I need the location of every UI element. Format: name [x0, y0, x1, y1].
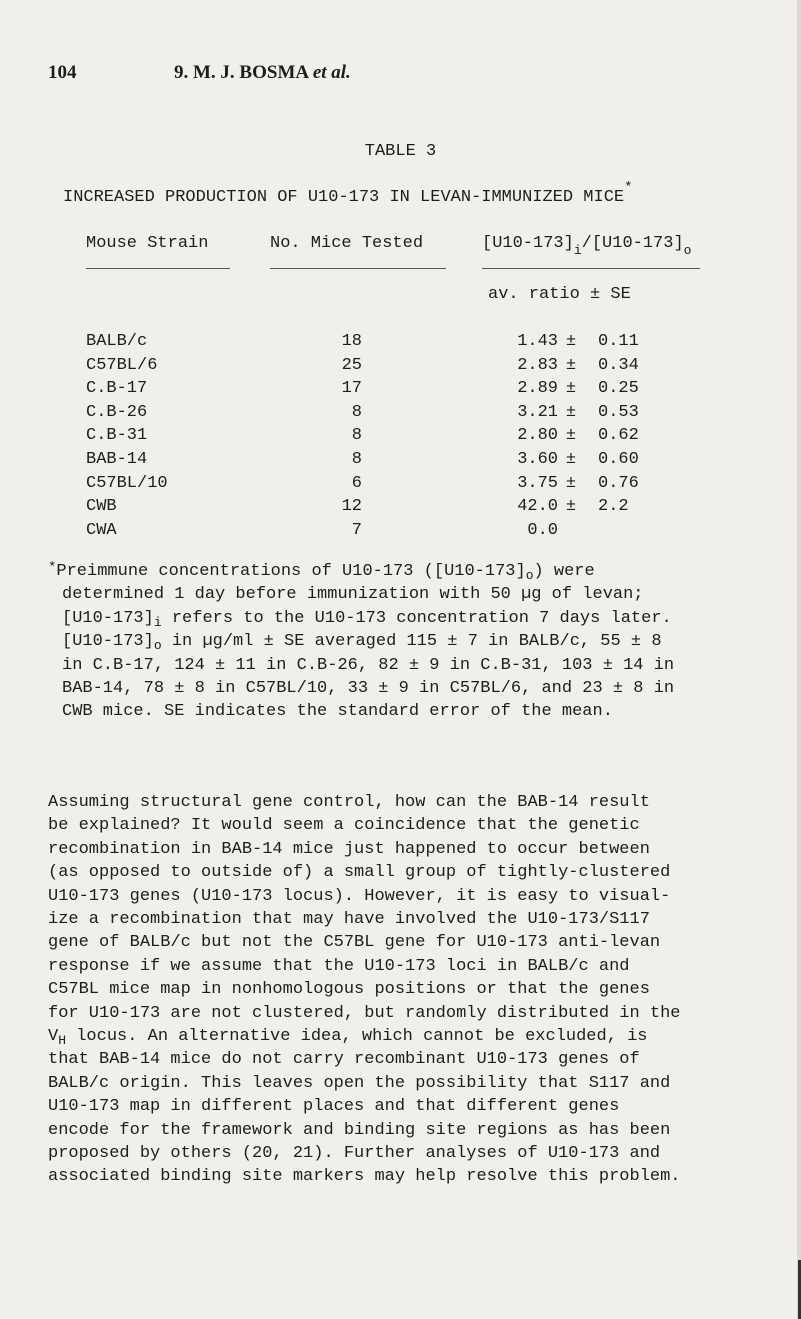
plus-minus-sign: ±: [565, 426, 577, 446]
ratio-se-cell: 0.60: [598, 450, 639, 469]
strain-cell: C57BL/10: [86, 473, 168, 493]
mice-count-cell: 6: [351, 473, 362, 493]
body-line: Assuming structural gene control, how can the BAB-14 result: [48, 793, 650, 812]
ratio-subscript-i: i: [573, 243, 582, 258]
body-line: recombination in BAB-14 mice just happened to occur between: [48, 839, 650, 859]
body-line: for U10-173 are not clustered, but randomly distributed in the: [48, 1003, 681, 1023]
table-row: [0, 497, 801, 521]
mice-count-cell: 8: [351, 450, 362, 469]
footnote-line: CWB mice. SE indicates the standard error of the mean.: [62, 702, 613, 722]
table-row: [0, 426, 801, 450]
subscript: o: [153, 638, 162, 654]
ratio-mean-cell: 3.75: [517, 473, 558, 493]
subscript: o: [525, 568, 534, 583]
plus-minus-sign: ±: [565, 379, 577, 399]
body-line: U10-173 genes (U10-173 locus). However, it is easy to visual-: [48, 886, 671, 906]
ratio-se-cell: 0.11: [598, 332, 639, 351]
footnote-line: BAB-14, 78 ± 8 in C57BL/10, 33 ± 9 in C57BL/6, and 23 ± 8 in: [62, 679, 675, 698]
ratio-mean-cell: 2.89: [517, 379, 558, 399]
mice-count-cell: 17: [341, 379, 362, 399]
body-line: encode for the framework and binding site regions as has been: [48, 1120, 671, 1140]
ratio-mean-cell: 2.80: [517, 426, 558, 446]
footnote-mark: *: [48, 560, 57, 576]
body-line: $V_H$ locus. An alternative idea, which cannot be excluded, is: [48, 1027, 648, 1048]
column-header-ratio: [482, 234, 692, 258]
strain-cell: BAB-14: [86, 450, 148, 469]
strain-cell: C.B-26: [86, 402, 148, 422]
ratio-se-cell: 0.53: [598, 402, 639, 422]
ratio-mean-cell: 1.43: [517, 332, 558, 351]
mice-count-cell: 8: [351, 426, 362, 446]
mice-count-cell: 12: [341, 497, 362, 517]
body-line: U10-173 map in different places and that different genes: [48, 1097, 620, 1117]
subscript: i: [153, 614, 162, 630]
table-row: [0, 356, 801, 380]
column-header-mice: No. Mice Tested: [270, 234, 424, 253]
plus-minus-sign: ±: [565, 355, 577, 375]
table-row: [0, 403, 801, 427]
ratio-se-cell: 0.34: [598, 355, 639, 375]
body-line: C57BL mice map in nonhomologous positions or that the genes: [48, 980, 650, 1000]
footnote-line: determined 1 day before immunization with 50 µg of levan;: [62, 585, 644, 605]
ratio-se-cell: 2.2: [598, 497, 629, 517]
ratio-mean-cell: 42.0: [517, 497, 558, 517]
plus-minus-sign: ±: [565, 332, 577, 351]
ratio-se-cell: 0.25: [598, 379, 639, 399]
table-caption-text: INCREASED PRODUCTION OF U10-173 IN LEVAN-IMMUNIZED MICE: [63, 188, 625, 207]
plus-minus-sign: ±: [565, 473, 577, 493]
ratio-mean-cell: 3.21: [517, 402, 558, 422]
strain-cell: CWB: [86, 497, 117, 517]
table-caption: [63, 180, 633, 207]
footnote-line: in C.B-17, 124 ± 11 in C.B-26, 82 ± 9 in C.B-31, 103 ± 14 in: [62, 655, 675, 675]
column-rule-strain: [86, 268, 230, 269]
mice-count-cell: 8: [351, 402, 362, 422]
body-line: response if we assume that the U10-173 loci in BALB/c and: [48, 956, 630, 976]
body-line: associated binding site markers may help resolve this problem.: [48, 1167, 681, 1187]
ratio-se-cell: 0.76: [598, 473, 639, 493]
strain-cell: CWA: [86, 520, 117, 540]
ratio-subheader: av. ratio ± SE: [488, 285, 631, 304]
subscript: H: [58, 1033, 67, 1048]
footnote-line: *Preimmune concentrations of U10-173 $([U10-173]_o)$ were: [48, 560, 595, 583]
table-row: [0, 450, 801, 474]
body-line: gene of BALB/c but not the C57BL gene for U10-173 anti-levan: [48, 933, 661, 953]
table-row: [0, 521, 801, 545]
footnote-line: $[U10-173]_i$ refers to the U10-173 concentration 7 days later.: [62, 608, 672, 630]
strain-cell: C57BL/6: [86, 355, 158, 375]
mice-count-cell: 18: [341, 332, 362, 351]
body-line: proposed by others (20, 21). Further analyses of U10-173 and: [48, 1144, 661, 1163]
footnote-line: $[U10-173]_o$ in µg/ml ± SE averaged 115 ± 7 in BALB/c, 55 ± 8: [62, 632, 662, 654]
column-rule-mice: [270, 268, 446, 269]
ratio-mean-cell: 0.0: [527, 520, 558, 540]
plus-minus-sign: ±: [565, 497, 577, 517]
ratio-numerator: [U10-173]: [482, 234, 574, 253]
ratio-subscript-o: o: [683, 243, 692, 258]
et-al: et al.: [312, 62, 351, 83]
body-line: that BAB-14 mice do not carry recombinant U10-173 genes of: [48, 1050, 640, 1070]
strain-cell: C.B-17: [86, 379, 148, 399]
strain-cell: BALB/c: [86, 332, 148, 351]
column-rule-ratio: [482, 268, 700, 269]
body-line: BALB/c origin. This leaves open the possibility that S117 and: [48, 1073, 671, 1093]
page-edge: [797, 0, 801, 1319]
ratio-mean-cell: 3.60: [517, 450, 558, 469]
table-number: TABLE 3: [364, 142, 437, 161]
body-line: be explained? It would seem a coincidence that the genetic: [48, 816, 640, 836]
page-number: 104: [48, 62, 77, 83]
column-header-strain: Mouse Strain: [86, 234, 209, 253]
chapter-author: 9. M. J. BOSMA: [174, 62, 309, 83]
running-title: [174, 62, 351, 84]
caption-footnote-mark: *: [624, 180, 633, 196]
mice-count-cell: 7: [351, 520, 362, 540]
body-line: (as opposed to outside of) a small group of tightly-clustered: [48, 863, 671, 883]
table-row: [0, 474, 801, 498]
plus-minus-sign: ±: [565, 450, 577, 469]
plus-minus-sign: ±: [565, 402, 577, 422]
ratio-denominator: /[U10-173]: [581, 234, 684, 253]
strain-cell: C.B-31: [86, 426, 148, 446]
table-row: [0, 332, 801, 356]
ratio-mean-cell: 2.83: [517, 355, 558, 375]
body-line: ize a recombination that may have involved the U10-173/S117: [48, 910, 650, 929]
mice-count-cell: 25: [341, 355, 362, 375]
ratio-se-cell: 0.62: [598, 426, 639, 446]
table-row: [0, 379, 801, 403]
